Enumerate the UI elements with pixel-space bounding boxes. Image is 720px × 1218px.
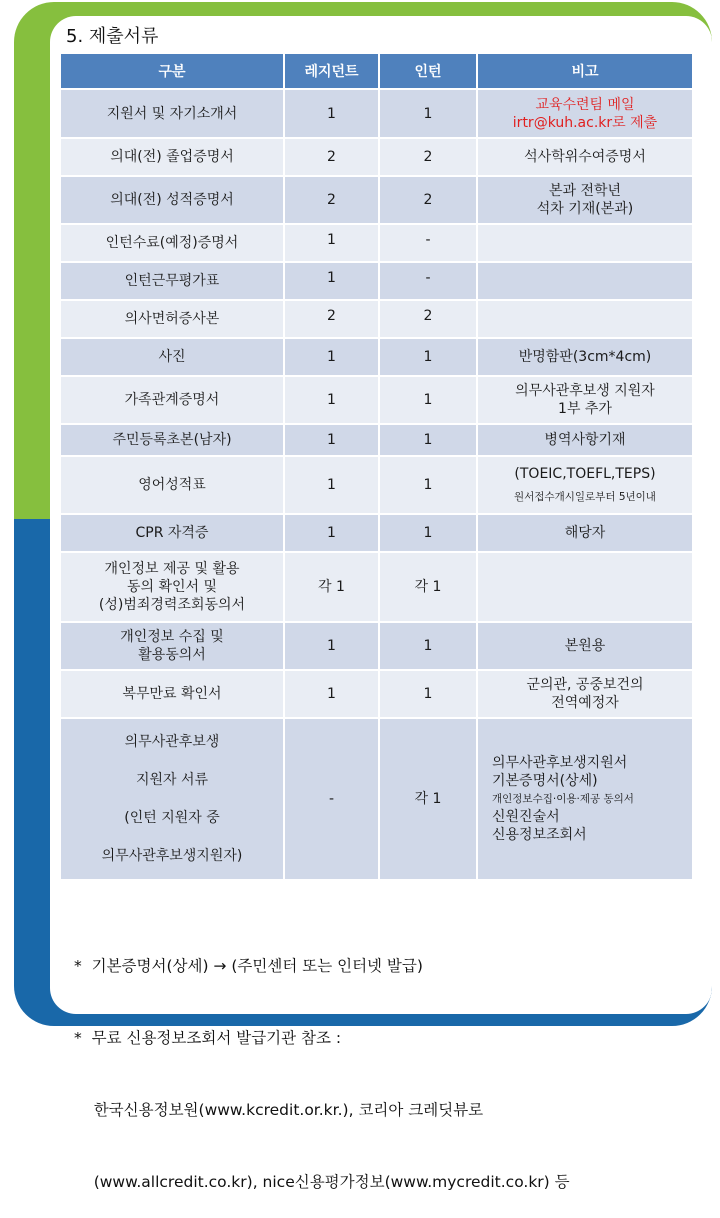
resident-count: 2 bbox=[285, 139, 378, 175]
note-line: 신용정보조회서 bbox=[492, 827, 587, 843]
table-row bbox=[61, 177, 692, 223]
intern-count: 각 1 bbox=[380, 719, 476, 879]
header-resident: 레지던트 bbox=[285, 54, 378, 88]
note-line: 전역예정자 bbox=[551, 695, 619, 711]
doc-name: 인턴근무평가표 bbox=[61, 263, 283, 299]
intern-count: 1 bbox=[380, 90, 476, 137]
intern-count: 2 bbox=[380, 139, 476, 175]
note bbox=[478, 90, 692, 137]
resident-count: 1 bbox=[285, 263, 378, 299]
note bbox=[478, 377, 692, 423]
note-line: 신원진술서 bbox=[492, 809, 560, 825]
intern-count: 각 1 bbox=[380, 553, 476, 621]
note: 반명함판(3cm*4cm) bbox=[478, 339, 692, 375]
resident-count: 1 bbox=[285, 339, 378, 375]
table-row bbox=[61, 671, 692, 717]
table-row bbox=[61, 377, 692, 423]
note-small: 개인정보수집·이용·제공 동의서 bbox=[492, 793, 634, 805]
intern-count: 1 bbox=[380, 377, 476, 423]
resident-count: 각 1 bbox=[285, 553, 378, 621]
documents-table bbox=[59, 52, 694, 881]
note bbox=[478, 263, 692, 299]
intern-count: 1 bbox=[380, 671, 476, 717]
doc-name: CPR 자격증 bbox=[61, 515, 283, 551]
intern-count: 1 bbox=[380, 425, 476, 455]
doc-name bbox=[61, 553, 283, 621]
intern-count: 1 bbox=[380, 623, 476, 669]
note-line: 의무사관후보생지원서 bbox=[492, 755, 628, 771]
resident-count: 2 bbox=[285, 177, 378, 223]
note-line: 군의관, 공중보건의 bbox=[526, 677, 644, 693]
note-small: 원서접수개시일로부터 5년이내 bbox=[514, 490, 656, 503]
table-row bbox=[61, 457, 692, 513]
note: 본원용 bbox=[478, 623, 692, 669]
doc-name: 가족관계증명서 bbox=[61, 377, 283, 423]
resident-count: 1 bbox=[285, 623, 378, 669]
note-line: 기본증명서(상세) bbox=[492, 773, 598, 789]
footnote: * 기본증명서(상세) → (주민센터 또는 인터넷 발급) bbox=[74, 957, 423, 975]
note bbox=[478, 671, 692, 717]
note bbox=[478, 225, 692, 261]
doc-line: (인턴 지원자 중 bbox=[124, 810, 220, 826]
header-category: 구분 bbox=[61, 54, 283, 88]
intern-count: - bbox=[380, 263, 476, 299]
resident-count: 1 bbox=[285, 225, 378, 261]
doc-line: 개인정보 수집 및 bbox=[120, 629, 224, 645]
note-line: 본과 전학년 bbox=[548, 183, 622, 199]
footnote: 한국신용정보원(www.kcredit.or.kr.), 코리아 크레딧뷰로 bbox=[74, 1101, 484, 1119]
doc-name bbox=[61, 719, 283, 879]
table-row bbox=[61, 263, 692, 299]
note-line: 1부 추가 bbox=[558, 401, 612, 417]
resident-count: 1 bbox=[285, 90, 378, 137]
doc-name: 지원서 및 자기소개서 bbox=[61, 90, 283, 137]
note-line: irtr@kuh.ac.kr로 제출 bbox=[512, 114, 658, 131]
table-row bbox=[61, 719, 692, 879]
note-line: 석차 기재(본과) bbox=[536, 201, 634, 217]
doc-name: 인턴수료(예정)증명서 bbox=[61, 225, 283, 261]
note bbox=[478, 301, 692, 337]
intern-count: - bbox=[380, 225, 476, 261]
doc-name bbox=[61, 623, 283, 669]
table-row bbox=[61, 623, 692, 669]
doc-name: 의대(전) 졸업증명서 bbox=[61, 139, 283, 175]
doc-line: 지원자 서류 bbox=[135, 772, 209, 788]
resident-count: - bbox=[285, 719, 378, 879]
note bbox=[478, 457, 692, 513]
doc-line: 활용동의서 bbox=[138, 647, 206, 663]
header-note: 비고 bbox=[478, 54, 692, 88]
footnote: (www.allcredit.co.kr), nice신용평가정보(www.mycredit.co.kr) 등 bbox=[74, 1173, 570, 1191]
note: 석사학위수여증명서 bbox=[478, 139, 692, 175]
doc-name: 영어성적표 bbox=[61, 457, 283, 513]
resident-count: 1 bbox=[285, 377, 378, 423]
intern-count: 2 bbox=[380, 177, 476, 223]
doc-name: 사진 bbox=[61, 339, 283, 375]
footnotes bbox=[74, 906, 570, 1218]
resident-count: 2 bbox=[285, 301, 378, 337]
note-line: (TOEIC,TOEFL,TEPS) bbox=[514, 465, 656, 482]
intern-count: 1 bbox=[380, 339, 476, 375]
header-intern: 인턴 bbox=[380, 54, 476, 88]
footnote: * 무료 신용정보조회서 발급기관 참조 : bbox=[74, 1029, 342, 1047]
doc-name: 복무만료 확인서 bbox=[61, 671, 283, 717]
note: 해당자 bbox=[478, 515, 692, 551]
table-row bbox=[61, 301, 692, 337]
table-row bbox=[61, 553, 692, 621]
note: 병역사항기재 bbox=[478, 425, 692, 455]
note-line: 의무사관후보생 지원자 bbox=[515, 383, 655, 399]
doc-name: 의대(전) 성적증명서 bbox=[61, 177, 283, 223]
resident-count: 1 bbox=[285, 457, 378, 513]
resident-count: 1 bbox=[285, 671, 378, 717]
note bbox=[478, 177, 692, 223]
table-row bbox=[61, 515, 692, 551]
intern-count: 1 bbox=[380, 457, 476, 513]
doc-line: 의무사관후보생지원자) bbox=[101, 848, 243, 864]
table-header-row bbox=[61, 54, 692, 88]
section-title: 5. 제출서류 bbox=[66, 26, 159, 47]
table-row bbox=[61, 339, 692, 375]
doc-name: 주민등록초본(남자) bbox=[61, 425, 283, 455]
doc-line: (성)범죄경력조회동의서 bbox=[98, 597, 246, 613]
resident-count: 1 bbox=[285, 425, 378, 455]
intern-count: 2 bbox=[380, 301, 476, 337]
note-line: 교육수련팀 메일 bbox=[535, 96, 635, 113]
note bbox=[478, 719, 692, 879]
intern-count: 1 bbox=[380, 515, 476, 551]
doc-line: 동의 확인서 및 bbox=[126, 579, 218, 595]
doc-line: 개인정보 제공 및 활용 bbox=[104, 561, 240, 577]
doc-line: 의무사관후보생 bbox=[124, 734, 220, 750]
table-row bbox=[61, 425, 692, 455]
resident-count: 1 bbox=[285, 515, 378, 551]
note bbox=[478, 553, 692, 621]
table-row bbox=[61, 90, 692, 137]
doc-name: 의사면허증사본 bbox=[61, 301, 283, 337]
table-row bbox=[61, 225, 692, 261]
table-row bbox=[61, 139, 692, 175]
